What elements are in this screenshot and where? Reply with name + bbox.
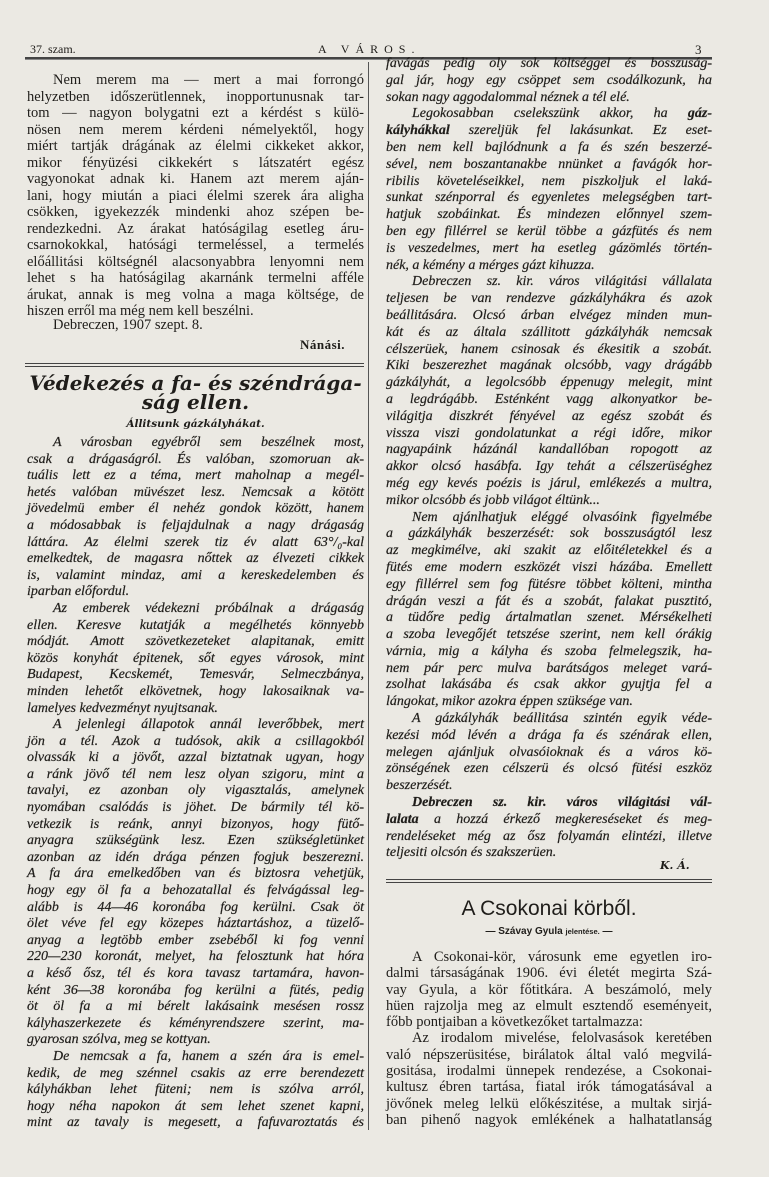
text-line: beszerzését. (386, 778, 453, 794)
text-line: csak a drágaságról. És valóban, szomoruan ak- (27, 451, 364, 467)
section-rule (386, 879, 712, 883)
text-line: nagyapáink házánál kandallóban ropogott az (386, 442, 712, 458)
article-title-line: Védekezés a fa- és széndrága- (29, 371, 362, 395)
text-line: Nem merem ma — mert a mai forrongó (53, 72, 364, 88)
text-line: hatjuk szobáinkat. És mindezen előnnyel szem- (386, 207, 712, 223)
text-line (386, 106, 712, 123)
text-line: jövedelmü ember él nehéz gondok között, hanem (27, 501, 364, 517)
article-body-left-top (27, 72, 364, 320)
bold-text: gáz- (687, 106, 712, 122)
text-line: közös konyhát épitenek, sőt egyes városok, mint (27, 650, 364, 666)
text-line: sunkat szénporral és egyenletes melegségben tart- (386, 190, 712, 206)
text-line: jön a tél. Azok a tudósok, akik a csillagokból (27, 733, 364, 749)
author-signature: Nánási. (300, 337, 346, 352)
text-line: miért tartják drágának az élelmi cikkeket akkor, (27, 138, 364, 154)
text-line: láttára. Az élelmi szerek tiz év alatt 63°/₀-kal (27, 534, 364, 550)
article-subtitle: Állitsunk gázkályhákat. (126, 418, 265, 430)
text-line: csökken, igyekezzék mindenki ahoz szépen be- (27, 204, 364, 220)
text-line: Budapest, Kecskemét, Temesvár, Selmeczbánya, (27, 667, 364, 683)
paragraph (386, 795, 712, 862)
text-line: A jelenlegi állapotok annál leverőbbek, mert (53, 717, 364, 733)
text-line: a legdrágább. Esténként vagg alkonyatkor be- (386, 391, 712, 407)
text-line: Nem ajánlhatjuk eléggé olvasóink figyelmébe (412, 509, 712, 525)
text-line: hiszen erről ma még nem kell beszélni. (27, 303, 254, 319)
text-line: a gázkályhák beszerzését: sok bosszuságtól lesz (386, 526, 712, 542)
text-line: A gázkályhák beállitása szintén egyik véde- (412, 711, 712, 727)
text-line: lamelyes kedvezményt nyujtsanak. (27, 700, 218, 716)
text-line: A Csokonai-kör, városunk eme egyetlen iro- (412, 949, 712, 965)
text-line: várnia, mig a kályha és szoba felmelegszik, ha- (386, 643, 712, 659)
text-line: mikor olcsóbb és jobb világot éltünk... (386, 492, 600, 508)
author-signature: K. Á. (660, 859, 690, 872)
text-line: jövőnek meleg lelkü előkészitése, a multak sirjá- (386, 1095, 712, 1112)
text-line: Az emberek védekezni próbálnak a drágaság (53, 600, 364, 616)
text-line: minden lehetőt elkövetnek, hogy lakosaiknak va- (27, 683, 364, 699)
text-line: teljesen be van rendezve gázkályhákra és azok (386, 291, 712, 307)
text-line: célszerüek, hanem csinosak és ékesitik a szobát. (386, 341, 712, 357)
text-line: módját. Amott szövetkezeteket alapitanak, emitt (27, 634, 364, 650)
article-title-line: ság ellen. (141, 390, 250, 414)
text-line: ölet véve fel egy közepes háztartáshoz, a tüzelő- (27, 916, 364, 932)
text-line: nék, a kémény a mérges gázt kihuzza. (386, 257, 595, 273)
text-line: olvassák ki a jövőt, azzal biztatnak ugyan, hogy (27, 750, 364, 766)
text-line: fütés eme modern eszközét viszi házába. Emellett (386, 559, 712, 575)
text-line: kát és az általa szállitott gázkályhák nemcsak (386, 324, 712, 340)
text-line: emelkedtek, de magasra nőttek az élvezeti cikkek (27, 551, 364, 567)
text-line: beállitására. Olcsó árban elvégez minden mun- (386, 307, 712, 323)
text-line: helyzetben időszerütlennek, inopportunusnak tar- (27, 88, 364, 105)
text-line: sével, nem boszantanakbe nnünket a favágók hor- (386, 156, 712, 172)
text-line: akkor olcsó hasábfa. Igy tehát a célszerüséghez (386, 459, 712, 475)
text-line: vay Gyula, a kör főtitkára. A beszámoló, mely (386, 981, 712, 998)
text-line: Az irodalom mivelése, felolvasások keretében (412, 1030, 712, 1047)
text-line: lani, hogy miután a piaci élelmi szerek ára aligha (27, 187, 364, 204)
text-line: anyagra szükségünk lesz. Ezen szükségletünket (27, 833, 364, 849)
text-line: favágás pedig oly sok költséggel és bosszuság- (386, 56, 712, 71)
bold-text: Debreczen sz. kir. város világitási vál- (412, 795, 712, 811)
text-line: ribilis követeléseikkel, nem piszkoljuk el laká- (386, 173, 712, 189)
text-line: kezési mód lévén a drága fa és szénárak ellen, (386, 727, 712, 743)
text-line: A városban egyébről sem beszélnek most, (53, 435, 364, 450)
text-line: hogy egy öl fa a behozatallal és felvágással leg- (27, 883, 364, 899)
text-line: a késő ősz, tél és kora tavasz tartamára, havon- (27, 966, 364, 981)
text-line: rendezkedni. Az árakat hatóságilag esetleg áru- (27, 220, 364, 237)
text-line: az megkimélve, aki szakit az előitéletekkel és a (386, 543, 712, 559)
text-line: is veszedelmes, mert ha esetleg gázömlés történ- (386, 240, 712, 256)
text-line: még egy kevés poézis is járul, emlékezés a multra, (386, 475, 712, 491)
text-line: hetés valóban müvészet lesz. Nemcsak a kötött (27, 484, 364, 500)
paragraph (386, 1030, 712, 1128)
text-segment: szereljük fel lakásunkat. Ez eset- (449, 123, 712, 139)
bold-text: lalata (386, 811, 419, 827)
text-line: kedik, de meg szénnel csakis az erre berendezett (27, 1065, 364, 1081)
text-line: gázkályhát, a legolcsóbb éppenugy melegit, mint (386, 375, 712, 391)
text-line: dalmi társaságának 1906. évi életét megirta Szá- (386, 965, 712, 982)
page-number: 3 (695, 42, 702, 57)
text-line: csarnokokkal, hatósági termeléssel, a termelés (27, 237, 364, 253)
paragraph (386, 106, 712, 274)
paragraph (386, 949, 712, 1030)
text-segment: a hozzá érkező megkereséseket és meg- (418, 811, 712, 827)
text-line: a tüdőre pedig ártalmatlan szenet. Mérsékelheti (386, 610, 712, 626)
article-body-csokonai (386, 949, 712, 1128)
text-line: tom — nagyon bolygatni ezt a kérdést s külö- (27, 105, 364, 121)
text-line: zsolhat lakásába és csak akkor gyujtja fel a (386, 677, 712, 693)
paragraph (27, 72, 364, 320)
text-line: A fa ára emelkedőben van és biztosra vehetjük, (27, 866, 364, 882)
paragraph (386, 510, 712, 712)
dateline: Debreczen, 1907 szept. 8. (53, 317, 203, 333)
text-line: világitja diszkrét fényével az egész szobát és (386, 408, 712, 424)
text-line: zönségének ezen célszerü és olcsó fütési eszköz (386, 761, 712, 777)
text-line: nem pár perc mulva barátságos meleget vará- (386, 660, 712, 676)
paragraph (386, 56, 712, 106)
text-line: melegen ajánljuk olvasóioknak és a város kö- (386, 744, 712, 760)
text-line (386, 123, 712, 140)
byline-dash: — (602, 926, 613, 937)
text-line: való népszerüsitése, birálatok által való megvilá- (386, 1046, 712, 1063)
text-line: hüen rajzolja meg az elmult esztendő eseményeit, (386, 997, 712, 1014)
paragraph (386, 274, 712, 509)
text-line: ban pihenő nagyok emlékének a halhatatlanság (386, 1111, 712, 1128)
text-segment: Legokosabban cselekszünk akkor, ha (412, 106, 688, 122)
text-line (386, 795, 712, 812)
text-line: rendeléseket még az ősz folyamán elintézi, illetve (386, 828, 712, 844)
text-line: teljesiti olcsón és szakszerüen. (386, 845, 557, 861)
text-line: kályhákban lehet füteni; nem is szólva arról, (27, 1082, 364, 1098)
byline-label: jelentése. (565, 927, 600, 936)
text-line: hogy néha napokon át sem lehet szenet kapni, (27, 1098, 364, 1114)
paragraph (27, 717, 364, 1049)
text-line (386, 812, 712, 829)
article-body-gas-right (386, 56, 712, 862)
article-title: A Csokonai körből. (461, 897, 637, 920)
paragraph (386, 711, 712, 795)
article-body-gas-left (27, 435, 364, 1132)
text-line: lángokat, mikor azokra éppen szüksége van. (386, 694, 633, 710)
paragraph (27, 601, 364, 717)
text-line: öt öl fa a mi bérelt lakásaink mesésen rossz (27, 999, 364, 1015)
text-line: gyarosan szólva, meg se kottyan. (27, 1032, 211, 1048)
column-divider (368, 62, 369, 1130)
text-line: nösen nem merem kérdeni némelyektől, hogy (27, 121, 364, 138)
text-line: Kiki beszerezhet magának olcsóbb, vagy drágább (386, 358, 712, 374)
text-line: iparban előfordul. (27, 584, 130, 600)
text-line: 220—230 koronát, melyet, ha felosztunk hat hóra (27, 949, 364, 965)
text-line: ellen. Keresve kutatják a megélhetés könnyebb (27, 617, 364, 633)
text-line: vagyonokat adnak ki. Hanem azt merem aján- (27, 171, 364, 187)
text-line: gal jár, hogy egy csöppet sem csodálkozunk, ha (386, 72, 712, 88)
text-line: a ránk jövő tél nem lesz olyan szigoru, mint a (27, 766, 364, 782)
paragraph (27, 435, 364, 601)
text-line: tuális lett ez a téma, mert maholnap a megél- (27, 468, 364, 484)
text-line: egy fillérrel sem fog fütésre többet költeni, mintha (386, 576, 712, 592)
text-line: Debreczen sz. kir. város világitási vállalata (412, 274, 712, 290)
text-line: sokan nagy aggodalommal néznek a tél elé. (386, 89, 630, 105)
text-line: mint az tavaly is megesett, a fafuvaroztatás és (27, 1115, 364, 1131)
text-line: ben nem kell bajlódnunk a fa és szén beszerzé- (386, 139, 712, 155)
article-byline (386, 926, 712, 937)
text-line: alább is 44—46 koronába fog kerülni. Csak öt (27, 899, 364, 915)
text-line: vetkezik is reánk, annyi bizonyos, hogy fütő- (27, 816, 364, 832)
section-rule (25, 363, 364, 367)
text-line: azonban az idén drága pénzen fogjuk beszerezni. (27, 849, 364, 865)
byline-name: — Szávay Gyula (485, 926, 563, 937)
masthead: A VÁROS. (318, 42, 421, 56)
issue-number: 37. szam. (30, 42, 76, 56)
text-line: a módosabbak is feljajdulnak a nagy drágaság (27, 517, 364, 533)
text-line: tavalyi, ez azonban oly vigasztalás, amelynek (27, 783, 364, 799)
text-line: ben egy fillérrel se kerül többe a gázfütés és nem (386, 223, 712, 239)
text-line: előállitási költségnél alacsonyabbra lenyomni nem (27, 253, 364, 270)
text-line: is, valamint mindaz, ami a kereskedelemben és (27, 567, 364, 583)
text-line: gositása, irodalmi ünnepek rendezése, a Csokonai- (386, 1063, 712, 1080)
text-line: drágán veszi a fát és a szobát, falakat pusztitó, (386, 593, 712, 609)
text-line: kultusz ébren tartása, fiatal irók támogatásával a (386, 1079, 712, 1096)
paragraph (27, 1049, 364, 1132)
text-line: főbb pontjaiban a következőket tartalmazza: (386, 1014, 643, 1031)
article-title (27, 371, 364, 414)
text-line: ként 36—38 koronába fog kerülni a fütés, pedig (27, 982, 364, 998)
text-line: nyomában csalódás is jöhet. De bármily tél kö- (27, 800, 364, 816)
text-line: árukat, annak is meg volna a maga költsége, de (27, 286, 364, 303)
text-line: De nemcsak a fa, hanem a szén ára is emel- (53, 1048, 364, 1064)
text-line: lehet s ha hatóságilag akarnánk termelni afféle (27, 270, 364, 286)
text-line: anyag a legtöbb ember zsebéből ki fog venni (27, 932, 364, 948)
text-line: kályhaszerkezete és kéményrendszere szerint, ma- (27, 1015, 364, 1031)
bold-text: kályhákkal (386, 123, 450, 139)
text-line: mikor fényüzési cikkekért s látszatért egész (27, 154, 364, 171)
text-line: vissza viszi gondolatunkat a régi időre, mikor (386, 425, 712, 441)
text-line: a szoba levegőjét tetszése szerint, nem kell órákig (386, 627, 712, 643)
